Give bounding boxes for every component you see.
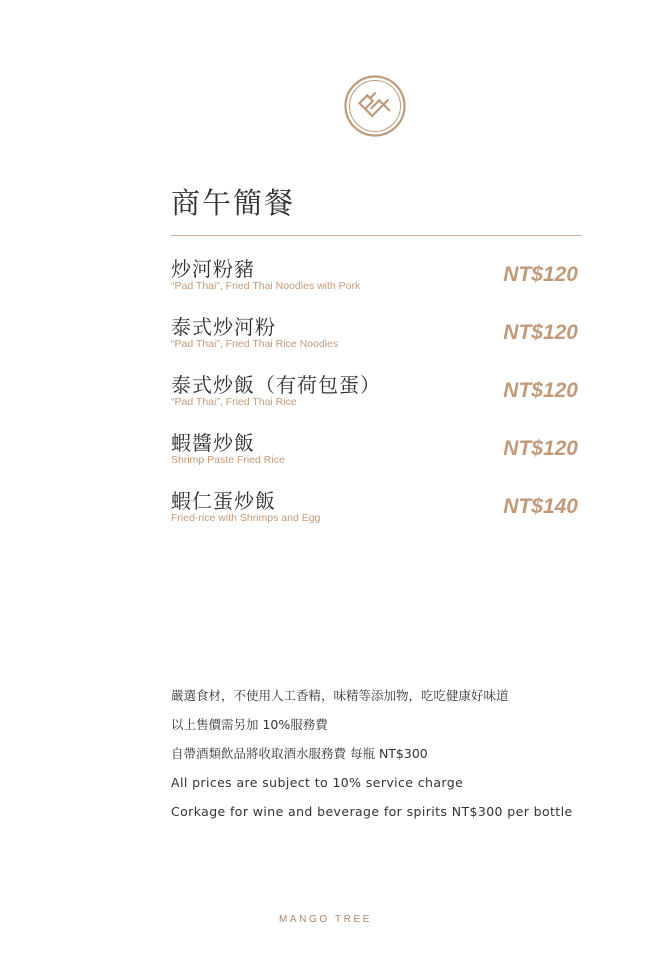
- menu-item-name: 炒河粉豬: [171, 257, 255, 281]
- menu-item-description: Fried-rice with Shrimps and Egg: [171, 512, 321, 524]
- menu-item: [171, 313, 582, 371]
- title-divider: [171, 235, 582, 236]
- menu-item-name: 蝦仁蛋炒飯: [171, 489, 276, 513]
- menu-item-description: “Pad Thai”, Fried Thai Rice: [171, 396, 297, 408]
- note-corkage-en: Corkage for wine and beverage for spirits NT$300 per bottle: [171, 804, 573, 819]
- menu-item: [171, 255, 582, 313]
- footer-brand-name: MANGO TREE: [278, 914, 373, 925]
- menu-item-description: “Pad Thai”, Fried Thai Rice Noodles: [171, 338, 339, 350]
- note-service-charge-zh: 以上售價需另加 10%服務費: [171, 717, 328, 732]
- menu-item-name: 泰式炒飯（有荷包蛋）: [171, 373, 381, 397]
- menu-item-price: NT$120: [503, 437, 578, 460]
- menu-item-description: “Pad Thai”, Fried Thai Noodles with Pork: [171, 280, 361, 292]
- mango-tree-monogram-icon: [344, 75, 406, 137]
- menu-item-name: 蝦醬炒飯: [171, 431, 255, 455]
- note-ingredients: 嚴選食材，不使用人工香精，味精等添加物，吃吃健康好味道: [171, 688, 509, 703]
- menu-notes: [171, 686, 611, 831]
- menu-item: [171, 487, 582, 545]
- menu-item-price: NT$120: [503, 379, 578, 402]
- menu-item-name: 泰式炒河粉: [171, 315, 276, 339]
- section-title: 商午簡餐: [171, 186, 296, 220]
- menu-item: [171, 371, 582, 429]
- note-service-charge-en: All prices are subject to 10% service charge: [171, 775, 464, 790]
- brand-logo: [344, 75, 406, 137]
- menu-item-description: Shrimp Paste Fried Rice: [171, 454, 285, 466]
- menu-list: [171, 255, 582, 545]
- note-corkage-zh: 自帶酒類飲品將收取酒水服務費 每瓶 NT$300: [171, 746, 428, 761]
- menu-item-price: NT$120: [503, 263, 578, 286]
- menu-item-price: NT$140: [503, 495, 578, 518]
- menu-item-price: NT$120: [503, 321, 578, 344]
- menu-item: [171, 429, 582, 487]
